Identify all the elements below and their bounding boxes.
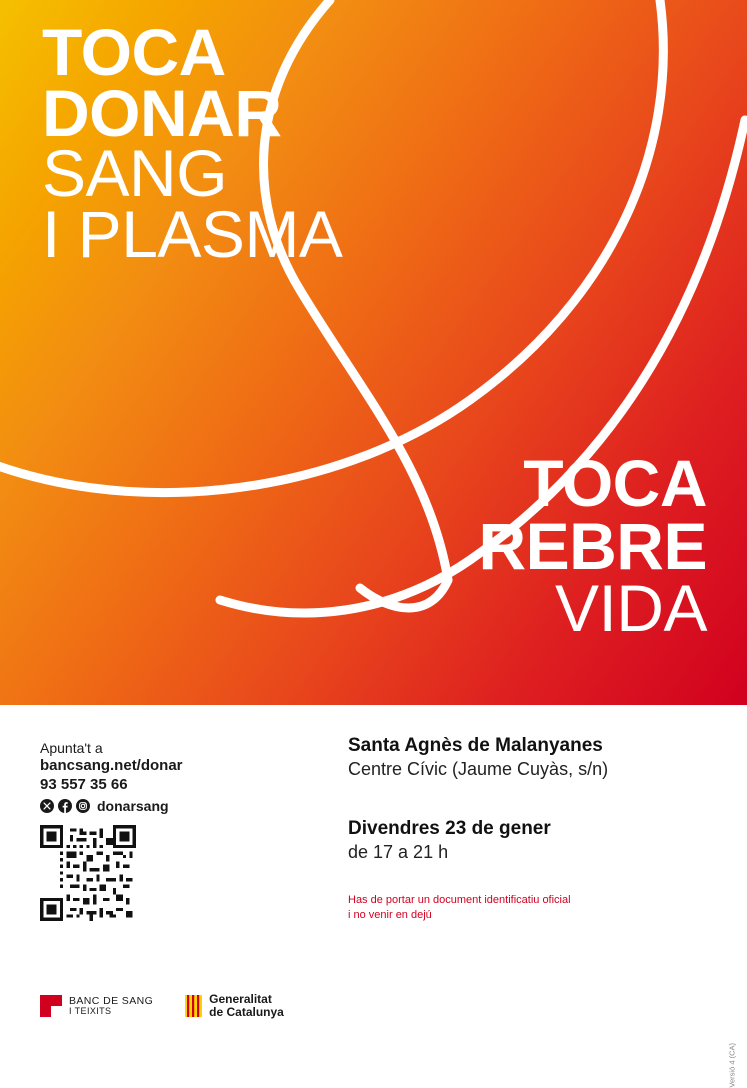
- banc-de-sang-line-2: I TEIXITS: [69, 1005, 112, 1016]
- requirements-notice: [348, 893, 718, 923]
- generalitat-line-2: de Catalunya: [209, 1005, 284, 1020]
- notice-line-2: i no venir en dejú: [348, 908, 432, 921]
- generalitat-logo: [185, 993, 284, 1019]
- signup-label: Apunta't a: [40, 740, 103, 756]
- social-handle: donarsang: [97, 797, 169, 814]
- social-row: [40, 798, 310, 814]
- generalitat-mark-icon: [185, 995, 202, 1017]
- event-date: Divendres 23 de gener: [348, 818, 551, 839]
- version-label: Versió 4 (CA): [728, 1043, 737, 1088]
- notice-line-1: Has de portar un document identificatiu oficial: [348, 894, 571, 906]
- facebook-icon[interactable]: [58, 799, 72, 813]
- headline-top-line-4: I PLASMA: [42, 197, 343, 272]
- headline-top-line-3: SANG: [42, 136, 228, 211]
- event-location: Santa Agnès de Malanyanes: [348, 735, 603, 756]
- event-block: [348, 735, 718, 923]
- banc-de-sang-mark-icon: [40, 995, 62, 1017]
- logo-row: [40, 993, 284, 1019]
- generalitat-line-1: Generalitat: [209, 992, 272, 1006]
- headline-bottom-line-1: TOCA: [523, 446, 707, 520]
- event-time: de 17 a 21 h: [348, 842, 449, 862]
- headline-top-line-2: DONAR: [42, 75, 282, 150]
- headline-top-line-1: TOCA: [42, 15, 226, 89]
- headline-bottom-line-2: REBRE: [478, 508, 707, 583]
- qr-code[interactable]: [40, 825, 136, 921]
- banc-de-sang-line-1: BANC DE SANG: [69, 994, 154, 1007]
- headline-bottom: [478, 446, 707, 646]
- info-panel: [0, 705, 747, 1088]
- x-twitter-icon[interactable]: [40, 799, 54, 813]
- instagram-icon[interactable]: [76, 799, 90, 813]
- headline-bottom-line-3: VIDA: [554, 571, 707, 646]
- banc-de-sang-logo: [40, 995, 153, 1017]
- contact-block: [40, 740, 310, 921]
- phone-number[interactable]: 93 557 35 66: [40, 775, 128, 793]
- website-link[interactable]: bancsang.net/donar: [40, 757, 183, 774]
- event-venue: Centre Cívic (Jaume Cuyàs, s/n): [348, 759, 609, 779]
- headline-top: [42, 15, 343, 272]
